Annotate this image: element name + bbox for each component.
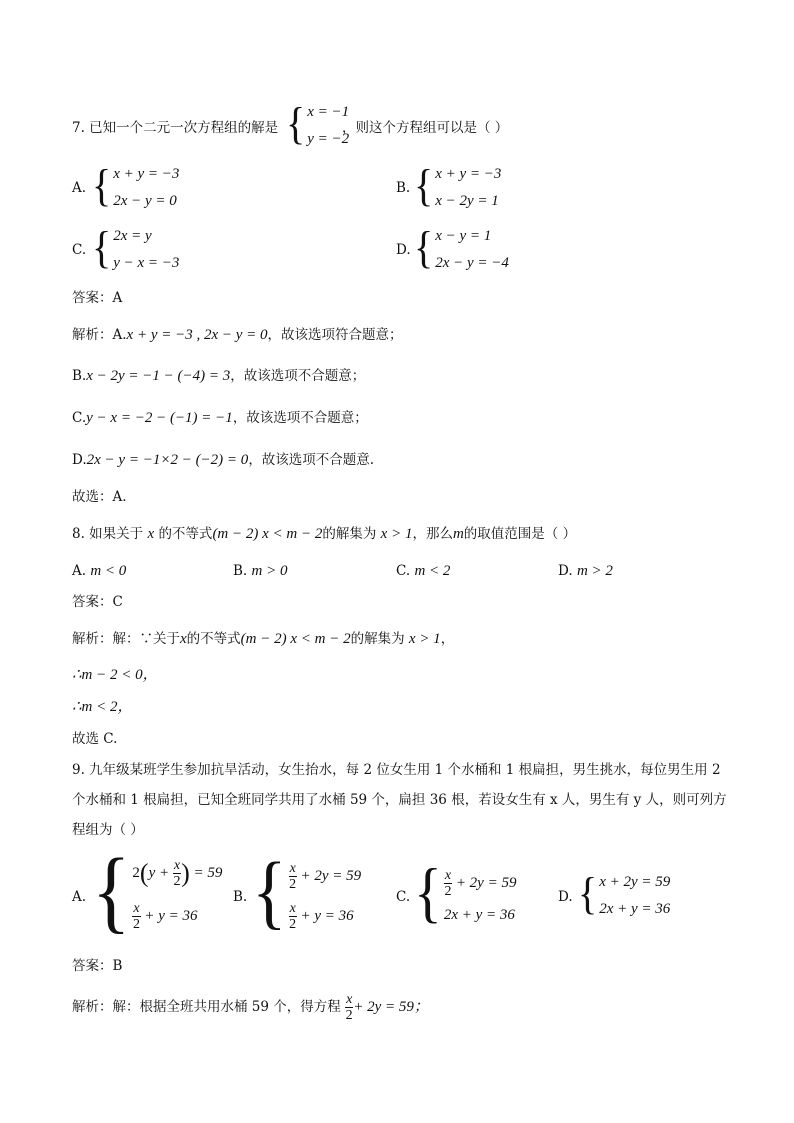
frac-den: 2 [173, 874, 181, 889]
system-row: y − x = −3 [113, 255, 180, 271]
brace: { [414, 221, 434, 273]
fraction [289, 861, 297, 892]
frac-den: 2 [444, 884, 452, 899]
q9-equation: + 2y = 59； [353, 999, 429, 1015]
system-row: 2x = y [113, 228, 152, 244]
q7-analysis-a [72, 325, 403, 345]
analysis-math: x + y = −3 , 2x − y = 0 [126, 327, 268, 343]
q8-inequality: (m − 2) x < m − 2 [240, 631, 351, 647]
brace: { [414, 854, 442, 930]
option-label: D. [558, 563, 573, 579]
system-row [289, 861, 362, 892]
frac-num: x [444, 868, 452, 883]
q8-analysis [72, 629, 454, 649]
frac-num: x [289, 900, 296, 916]
inner: y + [148, 864, 170, 881]
brace: { [252, 845, 287, 938]
rhs: + 2y = 59 [455, 874, 517, 891]
system-row: x + y = −3 [435, 166, 502, 182]
rhs: + y = 36 [300, 907, 354, 924]
q9-analysis [72, 990, 429, 1024]
frac-den: 2 [345, 1008, 353, 1023]
q9-option-a-label: A. [72, 889, 87, 905]
fraction [173, 858, 181, 889]
brace: { [286, 97, 306, 149]
analysis-prefix: B. [72, 368, 87, 384]
q8-solution: x > 1 [408, 631, 441, 647]
q7-option-a-label: A. [72, 180, 87, 196]
q8-stem [72, 524, 576, 544]
q7-stem-text: 7. 已知一个二元一次方程组的解是 [72, 120, 279, 136]
rhs: + y = 36 [144, 907, 198, 924]
q8-text: 的不等式 [158, 526, 213, 542]
q8-text: ，那么 [412, 526, 453, 542]
analysis-prefix: C. [72, 410, 87, 426]
q7-analysis-b [72, 366, 365, 386]
brace: { [92, 159, 112, 211]
frac-num: x [346, 992, 353, 1007]
system-row [444, 868, 517, 899]
system-row: 2x + y = 36 [599, 901, 671, 917]
q7-option-b [414, 159, 502, 211]
q7-stem-tail: ，则这个方程组可以是（ ） [342, 120, 509, 136]
system-row [132, 901, 222, 932]
q7-stem [72, 118, 278, 138]
frac-den: 2 [289, 916, 297, 932]
q8-text: 解析：解：∵关于 [72, 631, 180, 647]
q8-answer: 答案：C [72, 594, 123, 610]
system-row: x + 2y = 59 [599, 874, 671, 890]
q9-option-b [252, 845, 362, 938]
brace: { [578, 867, 598, 919]
frac-num: x [289, 860, 296, 876]
option-math: m < 2 [414, 563, 451, 579]
analysis-suffix: ，故该选项不合题意； [230, 368, 366, 384]
q8-step-1: ∴m − 2 < 0， [72, 667, 158, 683]
system-row: y = −2 [307, 131, 350, 147]
q8-text: 的不等式 [186, 631, 241, 647]
system-row [289, 901, 362, 932]
system-row: x = −1 [307, 104, 350, 120]
frac-num: x [133, 901, 140, 916]
q7-choose: 故选：A. [72, 489, 127, 505]
rhs: + 2y = 59 [300, 867, 362, 884]
q8-text: 的解集为 [322, 526, 377, 542]
option-label: B. [233, 563, 248, 579]
analysis-prefix: 解析：A. [72, 327, 127, 343]
analysis-suffix: ，故该选项符合题意； [267, 327, 403, 343]
q8-inequality: (m − 2) x < m − 2 [212, 526, 323, 542]
system-row: 2x − y = −4 [435, 255, 509, 271]
q8-text: 的解集为 [350, 631, 405, 647]
option-math: m > 2 [576, 563, 613, 579]
q8-text: 的取值范围是（ ） [463, 526, 577, 542]
q7-option-c [92, 221, 180, 273]
q9-stem-line-2: 个水桶和 1 根扁担，已知全班同学共用了水桶 59 个，扁担 36 根，若设女生有 x 人，男生有 y 人，则可列方 [72, 792, 727, 808]
q8-option-c [396, 561, 450, 581]
q8-option-b [233, 561, 287, 581]
brace: { [92, 840, 131, 943]
q9-option-d-label: D. [558, 889, 573, 905]
option-math: m > 0 [251, 563, 288, 579]
fraction [444, 868, 452, 899]
system-row: 2x + y = 36 [443, 907, 515, 923]
q9-option-d [578, 867, 671, 919]
analysis-prefix: D. [72, 452, 87, 468]
q8-step-2: ∴m < 2， [72, 699, 133, 715]
paren: ) [181, 858, 190, 888]
analysis-math: y − x = −2 − (−1) = −1 [86, 410, 233, 426]
q8-var-x: x [147, 526, 155, 542]
q7-answer: 答案：A [72, 290, 123, 306]
q7-solution-system [286, 97, 350, 149]
option-math: m < 0 [90, 563, 127, 579]
system-row: 2x − y = 0 [113, 193, 177, 209]
q7-option-a [92, 159, 180, 211]
fraction [132, 901, 140, 932]
q7-analysis-d [72, 450, 374, 470]
q9-text: 解析：解：根据全班共用水桶 59 个，得方程 [72, 999, 341, 1015]
q8-var-m: m [452, 526, 464, 542]
frac-num: x [173, 858, 181, 873]
q8-solution: x > 1 [380, 526, 413, 542]
system-row: x − 2y = 1 [435, 193, 499, 209]
q7-analysis-c [72, 408, 368, 428]
q7-option-b-label: B. [396, 180, 411, 196]
frac-den: 2 [133, 917, 141, 932]
q9-answer: 答案：B [72, 958, 123, 974]
system-row [132, 858, 222, 889]
frac-den: 2 [289, 876, 297, 892]
analysis-math: 2x − y = −1×2 − (−2) = 0 [86, 452, 249, 468]
system-row: x − y = 1 [435, 228, 492, 244]
q9-option-a [92, 840, 223, 943]
rhs: = 59 [193, 864, 223, 881]
q8-text: ， [440, 631, 455, 647]
analysis-suffix: ，故该选项不合题意. [248, 452, 375, 468]
q8-text: 8. 如果关于 [72, 526, 144, 542]
system-row: x + y = −3 [113, 166, 180, 182]
q7-option-d-label: D. [396, 242, 411, 258]
brace: { [92, 221, 112, 273]
q8-choose: 故选 C. [72, 731, 118, 747]
coef: 2 [132, 864, 140, 881]
option-label: C. [396, 563, 411, 579]
q8-option-a [72, 561, 126, 581]
brace: { [414, 159, 434, 211]
q8-option-d [558, 561, 613, 581]
q7-option-d [414, 221, 509, 273]
q9-option-c [414, 854, 517, 930]
q9-stem-line-1: 9. 九年级某班学生参加抗旱活动，女生抬水，每 2 位女生用 1 个水桶和 1 根扁担，男生挑水，每位男生用 2 [72, 762, 721, 778]
analysis-suffix: ，故该选项不合题意； [232, 410, 368, 426]
q8-var-x: x [180, 631, 187, 647]
q9-stem-line-3: 程组为（ ） [72, 822, 144, 838]
option-label: A. [72, 563, 87, 579]
q7-option-c-label: C. [72, 242, 87, 258]
fraction [289, 901, 297, 932]
q9-option-c-label: C. [396, 889, 411, 905]
q9-option-b-label: B. [233, 889, 248, 905]
paren: ( [139, 858, 149, 888]
analysis-math: x − 2y = −1 − (−4) = 3 [86, 368, 231, 384]
